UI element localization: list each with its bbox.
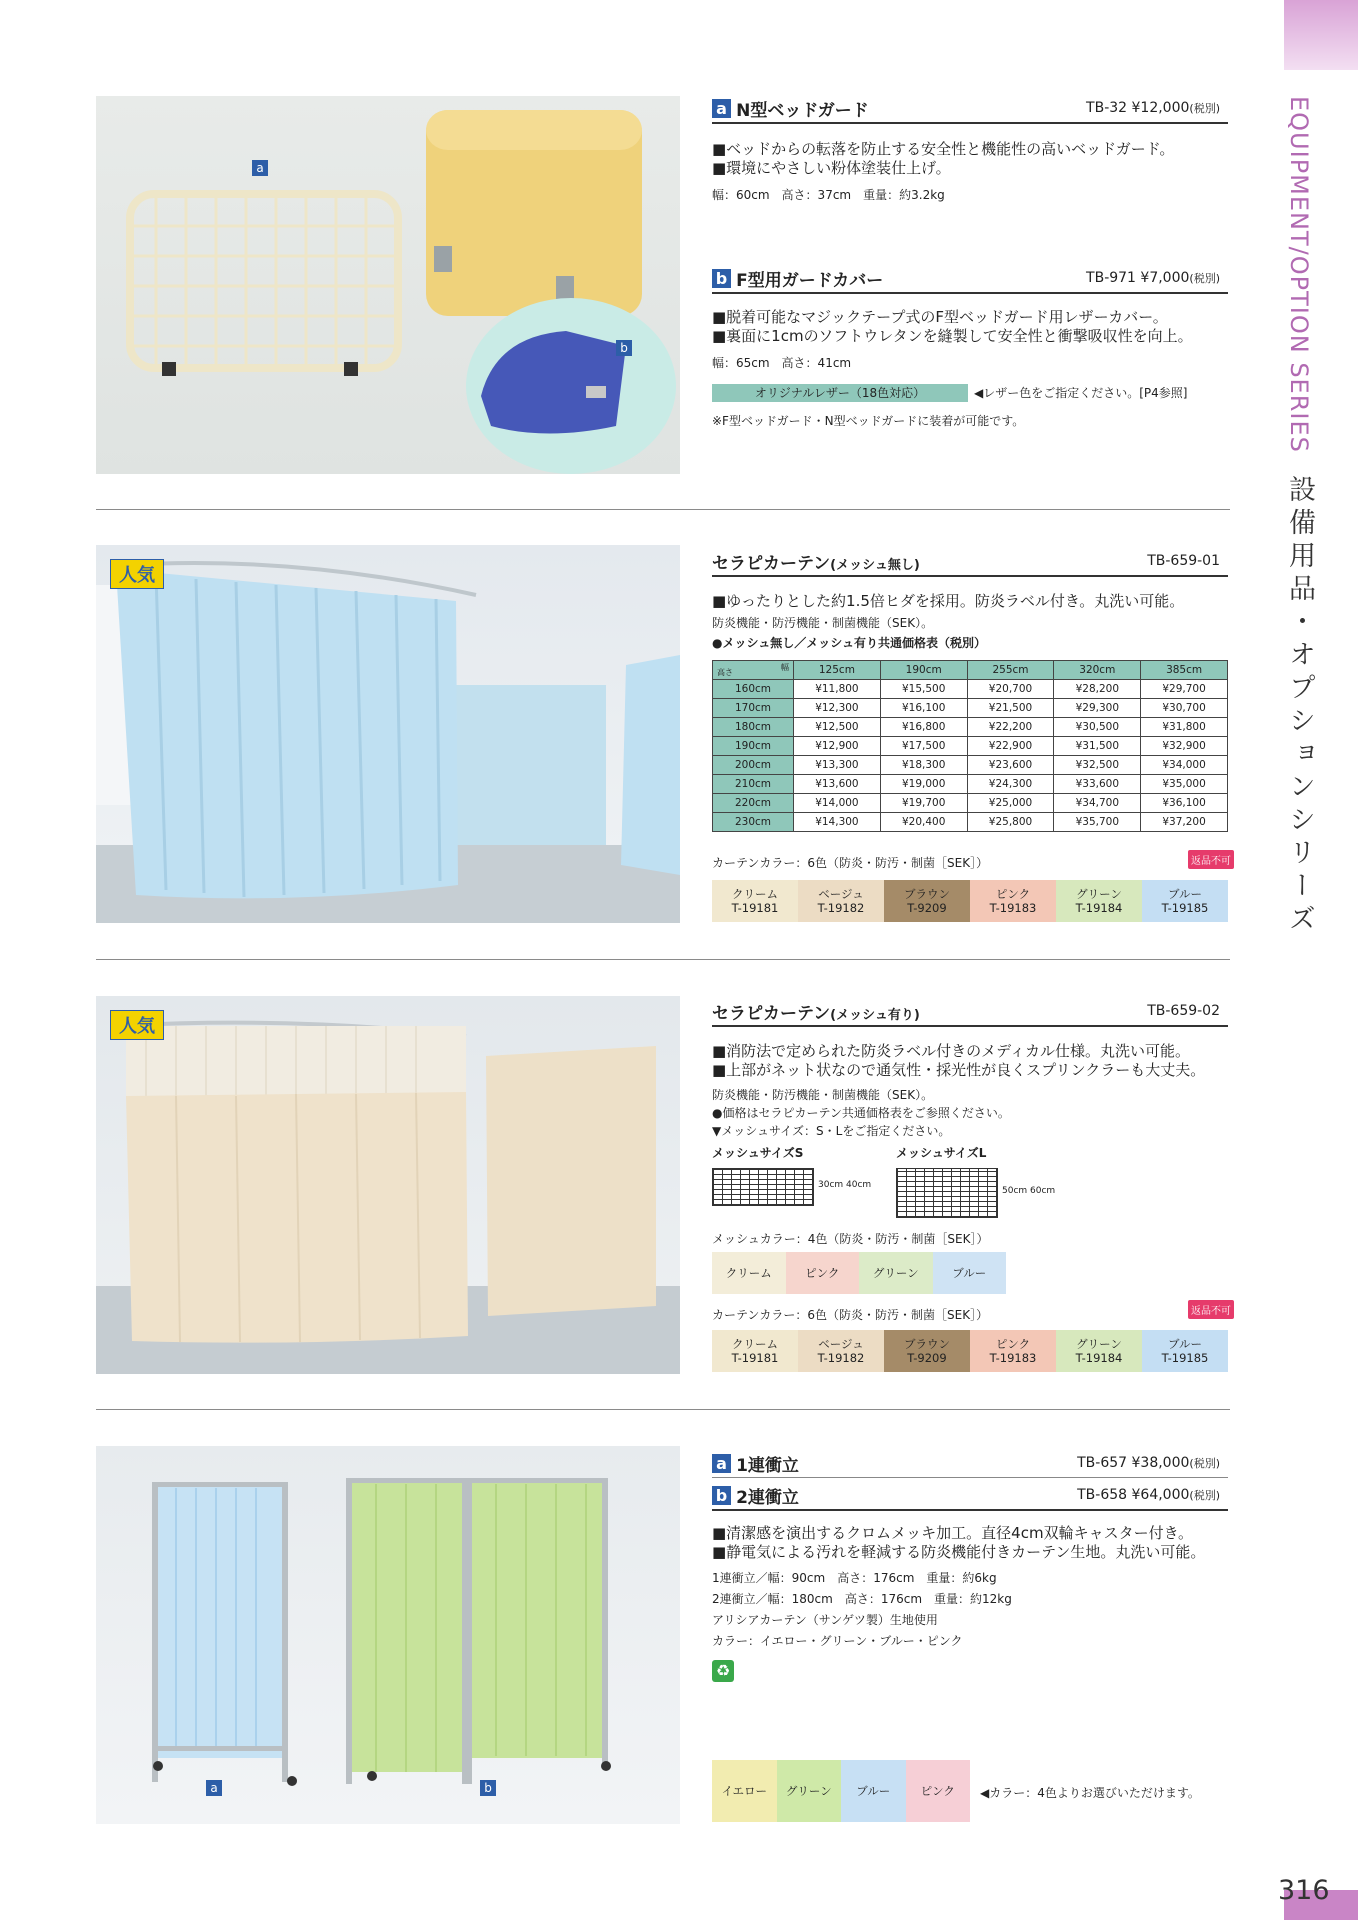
color-swatch: ブラウン T-9209 [884,880,970,922]
description-line: ■脱着可能なマジックテープ式のF型ベッドガード用レザーカバー。 [712,308,1168,326]
photo-label-b: b [616,340,632,356]
partition-color-swatch: グリーン [777,1760,842,1822]
compatibility-note: ※F型ベッドガード・N型ベッドガードに装着が可能です。 [712,414,1025,428]
product-description [712,1042,1232,1080]
color-swatch: グリーン T-19184 [1056,1330,1142,1372]
product-header-n-bed-guard [712,96,1228,124]
color-swatch: ベージュ T-19182 [798,880,884,922]
description-line: ■環境にやさしい粉体塗装仕上げ。 [712,159,951,177]
screen-partition-photo [96,1446,680,1824]
description-line: ■上部がネット状なので通気性・採光性が良くスプリンクラーも大丈夫。 [712,1061,1206,1079]
mesh-color-swatch: ブルー [933,1252,1007,1294]
description-line: ■裏面に1cmのソフトウレタンを縫製して安全性と衝撃吸収性を向上。 [712,327,1193,345]
width-header: 190cm [880,661,967,680]
mesh-s-dim-40: 40cm [846,1180,872,1190]
table-row: 200cm ¥13,300 ¥18,300 ¥23,600 ¥32,500 ¥34,000 [713,756,1228,775]
photo-label-a: a [206,1780,222,1796]
product-spec: 防炎機能・防汚機能・制菌機能（SEK）。 [712,616,934,630]
width-header: 125cm [794,661,881,680]
price-table-header [713,661,1228,680]
series-title [1284,96,1319,937]
mesh-color-swatches [712,1252,1006,1294]
no-return-stamp: 返品不可 [1188,850,1234,869]
description-line: ■静電気による汚れを軽減する防炎機能付きカーテン生地。丸洗い可能。 [712,1543,1206,1561]
curtain-color-swatches [712,1330,1228,1372]
product-code-price: TB-971 ¥7,000(税別) [1086,270,1220,286]
product-badge-b: b [712,1486,731,1505]
mesh-color-swatch: グリーン [859,1252,933,1294]
mesh-size-l-diagram [896,1168,998,1218]
product-description [712,140,1232,178]
curtain-illustration [96,545,680,923]
leather-color-note: ◀レザー色をご指定ください。[P4参照] [974,386,1188,400]
product-title: 2連衝立 [736,1488,799,1508]
color-swatch: ブラウン T-9209 [884,1330,970,1372]
leather-color-bar: オリジナルレザー（18色対応） [712,384,968,402]
spec-line: 2連衝立／幅：180cm 高さ：176cm 重量：約12kg [712,1592,1012,1606]
description-line: ■消防法で定められた防炎ラベル付きのメディカル仕様。丸洗い可能。 [712,1042,1190,1060]
product-description [712,308,1232,346]
spec-line: 防炎機能・防汚機能・制菌機能（SEK）。 [712,1088,934,1102]
table-row: 180cm ¥12,500 ¥16,800 ¥22,200 ¥30,500 ¥31,800 [713,718,1228,737]
width-header: 385cm [1141,661,1228,680]
mesh-color-swatch: クリーム [712,1252,786,1294]
spec-line: ●価格はセラピカーテン共通価格表をご参照ください。 [712,1106,1010,1120]
product-header-f-guard-cover [712,266,1228,294]
color-swatch: ブルー T-19185 [1142,880,1228,922]
curtain-color-label: カーテンカラー：6色（防炎・防汚・制菌［SEK］） [712,1308,989,1322]
curtain-color-label: カーテンカラー：6色（防炎・防汚・制菌［SEK］） [712,856,989,870]
product-header-double-screen [712,1483,1228,1511]
photo-label-a: a [252,160,268,176]
no-return-stamp: 返品不可 [1188,1300,1234,1319]
side-tab-accent [1284,0,1358,70]
bed-guard-illustration [96,96,680,474]
color-swatch: ブルー T-19185 [1142,1330,1228,1372]
spec-line: 1連衝立／幅：90cm 高さ：176cm 重量：約6kg [712,1571,997,1585]
spec-line: カラー：イエロー・グリーン・ブルー・ピンク [712,1634,963,1648]
product-description [712,1524,1232,1562]
product-header-therapy-curtain [712,549,1228,577]
product-code-price: TB-657 ¥38,000(税別) [1077,1455,1220,1471]
product-title: F型用ガードカバー [736,271,884,291]
color-swatch: クリーム T-19181 [712,1330,798,1372]
product-badge-a: a [712,99,731,118]
product-title: セラピカーテン(メッシュ無し) [712,554,920,574]
product-description: ■ゆったりとした約1.5倍ヒダを採用。防炎ラベル付き。丸洗い可能。 [712,592,1185,610]
product-code: TB-659-02 [1147,1003,1220,1019]
series-title-en: EQUIPMENT/OPTION SERIES [1285,96,1313,453]
table-row: 170cm ¥12,300 ¥16,100 ¥21,500 ¥29,300 ¥30,700 [713,699,1228,718]
section-divider [96,1409,1230,1410]
product-title: 1連衝立 [736,1456,799,1476]
spec-line: ▼メッシュサイズ：S・Lをご指定ください。 [712,1124,951,1138]
mesh-l-dim-60: 60cm [1030,1186,1056,1196]
price-table [712,660,1228,832]
product-code-price: TB-32 ¥12,000(税別) [1086,100,1220,116]
series-title-ja: 設備用品・オプションシリーズ [1284,474,1315,937]
color-swatch: グリーン T-19184 [1056,880,1142,922]
color-swatch: クリーム T-19181 [712,880,798,922]
mesh-size-l-label: メッシュサイズL [896,1146,987,1160]
mesh-size-s-diagram [712,1168,814,1206]
product-code: TB-659-01 [1147,553,1220,569]
color-swatch: ピンク T-19183 [970,1330,1056,1372]
table-row: 230cm ¥14,300 ¥20,400 ¥25,800 ¥35,700 ¥37,200 [713,813,1228,832]
product-header-single-screen [712,1451,1228,1478]
table-corner: 高さ 幅 [713,661,794,680]
curtain-photo-no-mesh [96,545,680,923]
page-number: 316 [1278,1875,1330,1906]
section-divider [96,959,1230,960]
table-row: 160cm ¥11,800 ¥15,500 ¥20,700 ¥28,200 ¥29,700 [713,680,1228,699]
mesh-l-dim-50: 50cm [1002,1186,1028,1196]
color-swatch: ベージュ T-19182 [798,1330,884,1372]
partition-color-swatches [712,1760,970,1822]
partition-illustration [96,1446,680,1824]
color-swatch: ピンク T-19183 [970,880,1056,922]
description-line: ■ベッドからの転落を防止する安全性と機能性の高いベッドガード。 [712,140,1175,158]
photo-label-b: b [480,1780,496,1796]
partition-color-swatch: ブルー [841,1760,906,1822]
mesh-s-dim-30: 30cm [818,1180,844,1190]
product-title: セラピカーテン(メッシュ有り) [712,1004,920,1024]
mesh-size-s-label: メッシュサイズS [712,1146,804,1160]
partition-color-swatch: ピンク [906,1760,971,1822]
description-line: ■清潔感を演出するクロムメッキ加工。直径4cm双輪キャスター付き。 [712,1524,1193,1542]
product-code-price: TB-658 ¥64,000(税別) [1077,1487,1220,1503]
table-row: 190cm ¥12,900 ¥17,500 ¥22,900 ¥31,500 ¥32,900 [713,737,1228,756]
partition-color-swatch: イエロー [712,1760,777,1822]
popular-badge: 人気 [110,1010,164,1040]
curtain-photo-with-mesh [96,996,680,1374]
popular-badge: 人気 [110,559,164,589]
product-spec [712,1086,1010,1140]
recycle-icon: ♻ [712,1660,734,1682]
width-header: 320cm [1054,661,1141,680]
product-header-therapy-curtain-mesh [712,999,1228,1027]
curtain-color-swatches [712,880,1228,922]
mesh-color-swatch: ピンク [786,1252,860,1294]
product-spec: 幅：60cm 高さ：37cm 重量：約3.2kg [712,188,945,202]
product-spec [712,1568,1012,1652]
price-table-title: ●メッシュ無し／メッシュ有り共通価格表（税別） [712,636,986,650]
spec-line: アリシアカーテン（サンゲツ製）生地使用 [712,1613,938,1627]
section-divider [96,509,1230,510]
table-row: 210cm ¥13,600 ¥19,000 ¥24,300 ¥33,600 ¥35,000 [713,775,1228,794]
width-header: 255cm [967,661,1054,680]
product-title: N型ベッドガード [736,101,869,121]
table-row: 220cm ¥14,000 ¥19,700 ¥25,000 ¥34,700 ¥36,100 [713,794,1228,813]
curtain-illustration [96,996,680,1374]
partition-color-note: ◀カラー：4色よりお選びいただけます。 [980,1786,1200,1800]
product-spec: 幅：65cm 高さ：41cm [712,356,852,370]
product-badge-a: a [712,1454,731,1473]
product-badge-b: b [712,269,731,288]
mesh-color-label: メッシュカラー：4色（防炎・防汚・制菌［SEK］） [712,1232,989,1246]
bed-guard-photo [96,96,680,474]
